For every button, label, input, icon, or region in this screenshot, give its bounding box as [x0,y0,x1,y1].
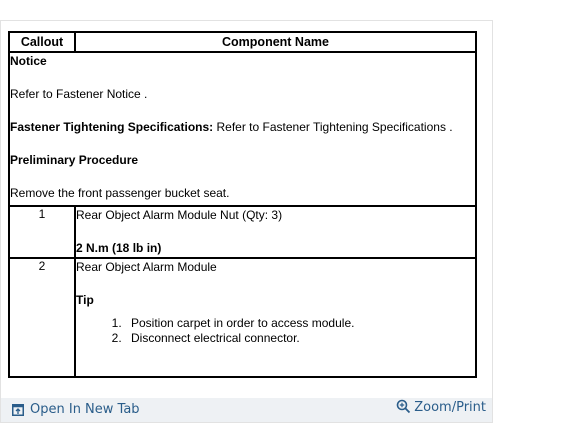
table-row [9,258,476,377]
preliminary-procedure-heading: Preliminary Procedure [10,153,139,167]
list-item: 2. Disconnect electrical connector. [125,331,475,346]
zoom-magnifier-icon [396,399,411,414]
callout-number: 1 [9,206,75,258]
tightening-spec-text: Refer to Fastener Tightening Specifications . [213,120,453,134]
open-in-new-tab-link[interactable] [12,402,140,417]
zoom-print-link[interactable] [396,400,486,415]
tightening-spec-line [10,119,475,135]
zoom-print-label: Zoom/Print [414,400,486,415]
component-name-header: Component Name [75,32,476,52]
tightening-spec-label: Fastener Tightening Specifications: [10,120,214,134]
notice-cell [9,52,476,206]
component-table [8,31,477,378]
tip-steps-list [76,316,475,346]
notice-row [9,52,476,206]
component-name: Rear Object Alarm Module [76,260,217,274]
component-name: Rear Object Alarm Module Nut (Qty: 3) [76,208,283,222]
component-description [75,206,476,258]
callout-number: 2 [9,258,75,377]
preliminary-procedure-step: Remove the front passenger bucket seat. [10,186,230,200]
open-in-new-tab-label: Open In New Tab [30,402,140,417]
open-in-new-tab-icon [12,404,24,416]
component-description [75,258,476,377]
torque-spec: 2 N.m (18 lb in) [76,241,162,255]
document-footer [1,398,492,422]
document-frame [0,20,493,423]
table-row [9,206,476,258]
fastener-notice-text: Refer to Fastener Notice . [10,87,148,101]
tip-label: Tip [76,293,94,307]
callout-header: Callout [9,32,75,52]
notice-heading: Notice [10,54,47,68]
table-header-row [9,32,476,52]
list-item: 1. Position carpet in order to access module. [125,316,475,331]
